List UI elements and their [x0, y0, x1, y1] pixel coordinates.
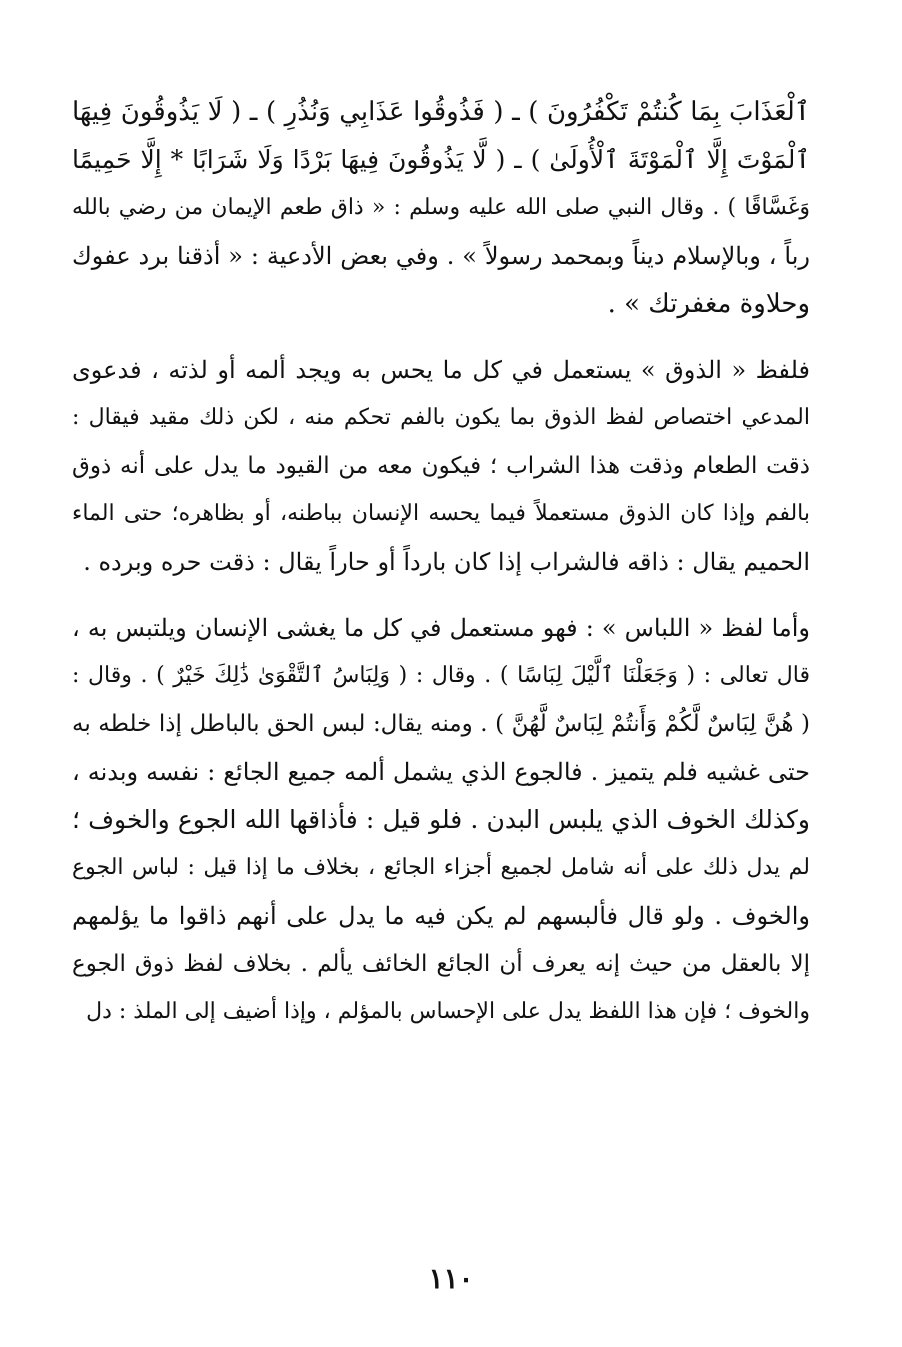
text-line: وحلاوة مغفرتك » . [607, 289, 810, 319]
text-line: ( هُنَّ لِبَاسٌ لَّكُمْ وَأَنتُمْ لِبَاسٌ لَّهُنَّ ) . ومنه يقال: لبس الحق بالباطل إذا خلطه به [72, 711, 810, 737]
paragraph-3 [72, 604, 810, 1036]
text-line: إلا بالعقل من حيث إنه يعرف أن الجائع الخائف يألم . بخلاف لفظ ذوق الجوع [72, 951, 810, 977]
text-line: قال تعالى : ( وَجَعَلْنَا ٱلَّيْلَ لِبَاسًا ) . وقال : ( وَلِبَاسُ ٱلتَّقْوَىٰ ذَٰلِكَ خَيْرٌ ) . وقال : [72, 663, 810, 688]
page-body [72, 88, 810, 1036]
text-line: والخوف ؛ فإن هذا اللفظ يدل على الإحساس بالمؤلم ، وإذا أضيف إلى الملذ : دل [86, 999, 810, 1024]
text-line: فلفظ « الذوق » يستعمل في كل ما يحس به ويجد ألمه أو لذته ، فدعوى [72, 356, 810, 384]
paragraph-gap [72, 328, 810, 346]
text-line: ذقت الطعام وذقت هذا الشراب ؛ فيكون معه من القيود ما يدل على أنه ذوق [72, 453, 810, 479]
text-line: ٱلْمَوْتَ إِلَّا ٱلْمَوْتَةَ ٱلْأُولَىٰ ) ـ ( لَّا يَذُوقُونَ فِيهَا بَرْدًا وَلَا شَرَابًا * إِلَّا حَمِيمًا [72, 145, 810, 174]
paragraph-gap [72, 586, 810, 604]
text-line: المدعي اختصاص لفظ الذوق بما يكون بالفم تحكم منه ، لكن ذلك مقيد فيقال : [72, 405, 810, 430]
text-line: الحميم يقال : ذاقه فالشراب إذا كان بارداً أو حاراً يقال : ذقت حره وبرده . [83, 548, 810, 576]
text-line: والخوف . ولو قال فألبسهم لم يكن فيه ما يدل على أنهم ذاقوا ما يؤلمهم [72, 902, 810, 930]
text-line: بالفم وإذا كان الذوق مستعملاً فيما يحسه الإنسان بباطنه، أو بظاهره؛ حتى الماء [72, 501, 810, 526]
paragraph-2 [72, 346, 810, 586]
paragraph-1 [72, 88, 810, 328]
text-line: ٱلْعَذَابَ بِمَا كُنتُمْ تَكْفُرُونَ ) ـ ( فَذُوقُوا عَذَابِي وَنُذُرِ ) ـ ( لَا يَذُوقُونَ فِيهَا [72, 97, 810, 127]
page-number: ١١٠ [428, 1262, 474, 1295]
text-line: لم يدل ذلك على أنه شامل لجميع أجزاء الجائع ، بخلاف ما إذا قيل : لباس الجوع [72, 855, 810, 880]
text-line: وَغَسَّاقًا ) . وقال النبي صلى الله عليه وسلم : « ذاق طعم الإيمان من رضي بالله [72, 195, 810, 220]
text-line: وكذلك الخوف الذي يلبس البدن . فلو قيل : فأذاقها الله الجوع والخوف ؛ [72, 805, 810, 834]
text-line: وأما لفظ « اللباس » : فهو مستعمل في كل ما يغشى الإنسان ويلتبس به ، [72, 614, 810, 642]
text-line: حتى غشيه فلم يتميز . فالجوع الذي يشمل ألمه جميع الجائع : نفسه وبدنه ، [72, 758, 810, 786]
text-line: رباً ، وبالإسلام ديناً وبمحمد رسولاً » . وفي بعض الأدعية : « أذقنا برد عفوك [72, 242, 810, 270]
